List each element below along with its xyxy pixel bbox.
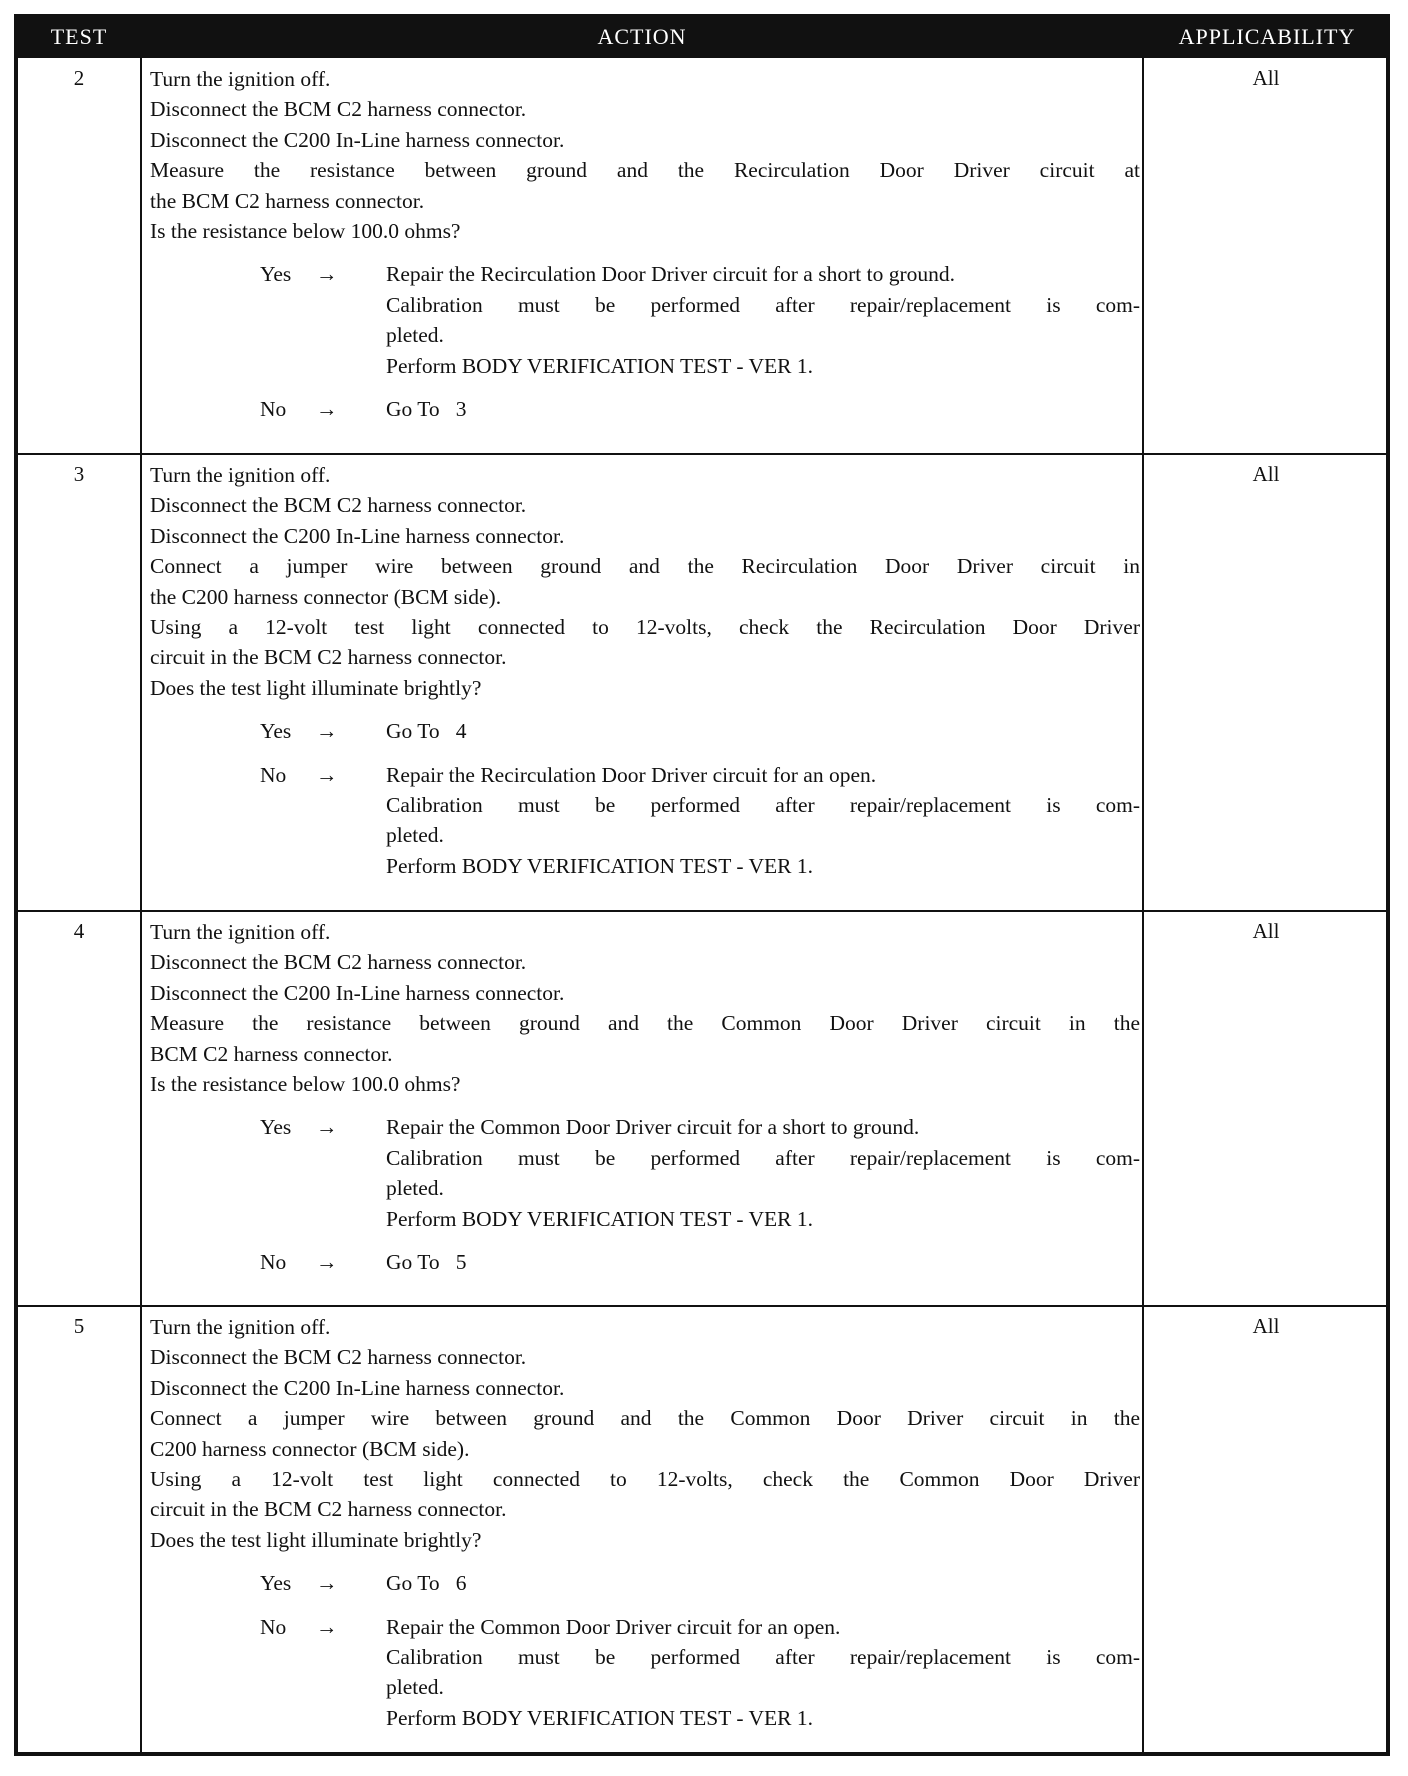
action-step: Disconnect the BCM C2 harness connector.	[150, 1345, 527, 1370]
arrow-icon: →	[316, 1571, 338, 1596]
yes-label: Yes	[260, 262, 292, 287]
test-row	[18, 58, 1386, 454]
action-step: the BCM C2 harness connector.	[150, 188, 425, 213]
action-step: Measure the resistance between ground and the Recirculation Door Driver circuit at	[150, 158, 1140, 183]
applicability-value: All	[1252, 919, 1280, 943]
no-result-text	[386, 1612, 1140, 1734]
arrow-icon: →	[316, 762, 338, 787]
no-label: No	[260, 1614, 287, 1639]
action-step: Does the test light illuminate brightly?	[150, 1527, 482, 1552]
result-line: Calibration must be performed after repair/replacement is com-	[386, 1645, 1140, 1670]
result-line: pleted.	[386, 1675, 444, 1700]
yes-label: Yes	[260, 1115, 292, 1140]
action-step: Turn the ignition off.	[150, 1315, 331, 1339]
no-response	[150, 1612, 1140, 1734]
yes-label: Yes	[260, 1571, 292, 1596]
yes-response	[150, 1112, 1140, 1234]
action-step: Connect a jumper wire between ground and the Common Door Driver circuit in the	[150, 1406, 1140, 1431]
action-text	[150, 460, 1140, 881]
no-response	[150, 394, 1140, 424]
header-action: ACTION	[597, 24, 687, 49]
action-step: Is the resistance below 100.0 ohms?	[150, 1072, 461, 1097]
result-line: Go To 3	[386, 397, 467, 422]
yes-result-text	[386, 1112, 1140, 1234]
result-line: Calibration must be performed after repair/replacement is com-	[386, 1145, 1140, 1170]
action-step: Turn the ignition off.	[150, 920, 331, 944]
result-line: Perform BODY VERIFICATION TEST - VER 1.	[386, 353, 814, 378]
result-line: Perform BODY VERIFICATION TEST - VER 1.	[386, 1206, 814, 1231]
action-step: Disconnect the C200 In-Line harness connector.	[150, 1375, 565, 1400]
no-response	[150, 1247, 1140, 1277]
test-row	[18, 1306, 1386, 1752]
action-step: Using a 12-volt test light connected to 12-volts, check the Recirculation Door Driver	[150, 615, 1140, 640]
result-line: Repair the Common Door Driver circuit for a short to ground.	[386, 1115, 920, 1140]
yes-response	[150, 259, 1140, 381]
result-line: Go To 6	[386, 1571, 467, 1596]
action-step: BCM C2 harness connector.	[150, 1041, 393, 1066]
result-line: pleted.	[386, 323, 444, 348]
action-step: Using a 12-volt test light connected to 12-volts, check the Common Door Driver	[150, 1467, 1140, 1492]
no-label: No	[260, 762, 287, 787]
no-result-text	[386, 760, 1140, 882]
action-step: Disconnect the C200 In-Line harness connector.	[150, 980, 565, 1005]
no-result-text	[386, 1247, 1140, 1277]
action-step: Does the test light illuminate brightly?	[150, 675, 482, 700]
result-line: Repair the Recirculation Door Driver circuit for a short to ground.	[386, 262, 955, 287]
test-number: 3	[73, 462, 85, 486]
applicability-value: All	[1252, 66, 1280, 90]
result-line: Perform BODY VERIFICATION TEST - VER 1.	[386, 853, 814, 878]
test-number: 4	[73, 919, 85, 943]
result-line: pleted.	[386, 1176, 444, 1201]
arrow-icon: →	[316, 262, 338, 287]
arrow-icon: →	[316, 1115, 338, 1140]
header-test: TEST	[50, 24, 108, 49]
action-text	[150, 64, 1140, 424]
no-label: No	[260, 1250, 287, 1275]
result-line: Perform BODY VERIFICATION TEST - VER 1.	[386, 1705, 814, 1730]
result-line: Calibration must be performed after repair/replacement is com-	[386, 292, 1140, 317]
result-line: Go To 5	[386, 1250, 467, 1275]
arrow-icon: →	[316, 1614, 338, 1639]
test-number: 2	[73, 66, 85, 90]
arrow-icon: →	[316, 397, 338, 422]
test-row	[18, 454, 1386, 911]
arrow-icon: →	[316, 1250, 338, 1275]
yes-result-text	[386, 1568, 1140, 1598]
no-label: No	[260, 397, 287, 422]
arrow-icon: →	[316, 719, 338, 744]
result-line: Calibration must be performed after repair/replacement is com-	[386, 793, 1140, 818]
action-step: Measure the resistance between ground and the Common Door Driver circuit in the	[150, 1011, 1140, 1036]
action-step: Disconnect the BCM C2 harness connector.	[150, 950, 527, 975]
action-text	[150, 1312, 1140, 1733]
result-line: Repair the Common Door Driver circuit for an open.	[386, 1614, 841, 1639]
action-step: C200 harness connector (BCM side).	[150, 1436, 470, 1461]
no-result-text	[386, 394, 1140, 424]
yes-response	[150, 1568, 1140, 1598]
action-step: Disconnect the C200 In-Line harness connector.	[150, 523, 565, 548]
action-step: Turn the ignition off.	[150, 463, 331, 487]
table-header	[18, 18, 1386, 58]
action-step: Is the resistance below 100.0 ohms?	[150, 219, 461, 244]
action-step: Disconnect the BCM C2 harness connector.	[150, 97, 527, 122]
action-step: the C200 harness connector (BCM side).	[150, 584, 502, 609]
header-applicability: APPLICABILITY	[1178, 24, 1356, 49]
result-line: Go To 4	[386, 719, 467, 744]
diagnostic-test-table	[14, 14, 1390, 1756]
test-number: 5	[73, 1314, 85, 1338]
action-text	[150, 917, 1140, 1277]
result-line: pleted.	[386, 823, 444, 848]
action-step: circuit in the BCM C2 harness connector.	[150, 1497, 507, 1522]
action-step: Disconnect the C200 In-Line harness connector.	[150, 127, 565, 152]
action-step: circuit in the BCM C2 harness connector.	[150, 645, 507, 670]
no-response	[150, 760, 1140, 882]
yes-response	[150, 716, 1140, 746]
test-row	[18, 911, 1386, 1306]
action-step: Connect a jumper wire between ground and the Recirculation Door Driver circuit in	[150, 554, 1140, 579]
action-step: Disconnect the BCM C2 harness connector.	[150, 493, 527, 518]
yes-result-text	[386, 716, 1140, 746]
action-step: Turn the ignition off.	[150, 67, 331, 91]
yes-label: Yes	[260, 719, 292, 744]
yes-result-text	[386, 259, 1140, 381]
applicability-value: All	[1252, 462, 1280, 486]
applicability-value: All	[1252, 1314, 1280, 1338]
result-line: Repair the Recirculation Door Driver circuit for an open.	[386, 762, 877, 787]
